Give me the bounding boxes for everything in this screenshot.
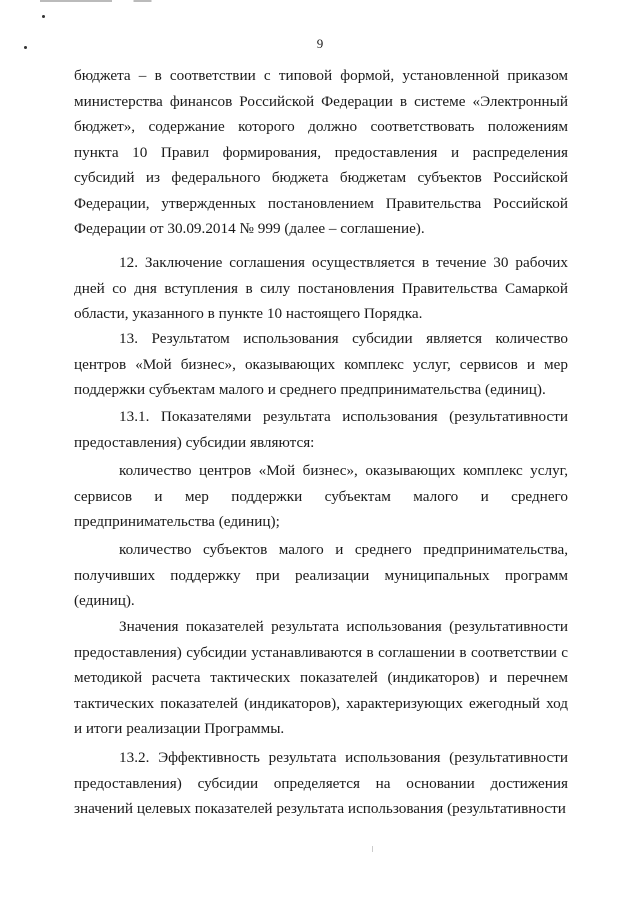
paragraph-text: 13.1. Показателями результата использования (результативности предоставления) субсидии являются:	[74, 408, 568, 451]
page-number: 9	[316, 36, 324, 51]
paragraph-text: Значения показателей результата использования (результативности предоставления) субсидии устанавливаются в соглашении в соответствии с методикой расчета тактических показателей (индикаторов) и перечнем тактических показателей (индикаторов), характеризующих ежегодный ход и итоги реализации Программы.	[74, 618, 568, 737]
paragraph-13-1	[74, 404, 568, 455]
paragraph-text: 13. Результатом использования субсидии является количество центров «Мой бизнес», оказывающих комплекс услуг, сервисов и мер поддержки субъектам малого и среднего предпринимательства (единиц).	[74, 330, 568, 398]
paragraph-text: 13.2. Эффективность результата использования (результативности предоставления) субсидии определяется на основании достижения значений целевых показателей результата использования (результативности	[74, 749, 568, 817]
paragraph-continued-budget	[74, 63, 568, 242]
paragraph-13-2	[74, 745, 568, 822]
paragraph-13	[74, 326, 568, 403]
scan-edge-artifact	[40, 0, 220, 2]
paragraph-text: количество субъектов малого и среднего предпринимательства, получивших поддержку при реализации муниципальных программ (единиц).	[74, 541, 568, 609]
scan-dot-artifact	[42, 15, 45, 18]
paragraph-text: количество центров «Мой бизнес», оказывающих комплекс услуг, сервисов и мер поддержки субъектам малого и среднего предпринимательства (единиц);	[74, 462, 568, 530]
paragraph-12	[74, 250, 568, 327]
paragraph-indicator-values	[74, 614, 568, 742]
scan-mark-artifact	[372, 846, 373, 852]
paragraph-text: 12. Заключение соглашения осуществляется в течение 30 рабочих дней со дня вступления в силу постановления Правительства Самаркой области, указанного в пункте 10 настоящего Порядка.	[74, 254, 568, 322]
paragraph-indicator-smes	[74, 537, 568, 614]
paragraph-indicator-centers	[74, 458, 568, 535]
paragraph-text: бюджета – в соответствии с типовой формой, установленной приказом министерства финансов Российской Федерации в системе «Электронный бюджет», содержание которого должно соответствовать положениям пункта 10 Правил формирования, предоставления и распределения субсидий из федерального бюджета бюджетам субъектов Российской Федерации, утвержденных постановлением Правительства Российской Федерации от 30.09.2014 № 999 (далее – соглашение).	[74, 67, 568, 237]
